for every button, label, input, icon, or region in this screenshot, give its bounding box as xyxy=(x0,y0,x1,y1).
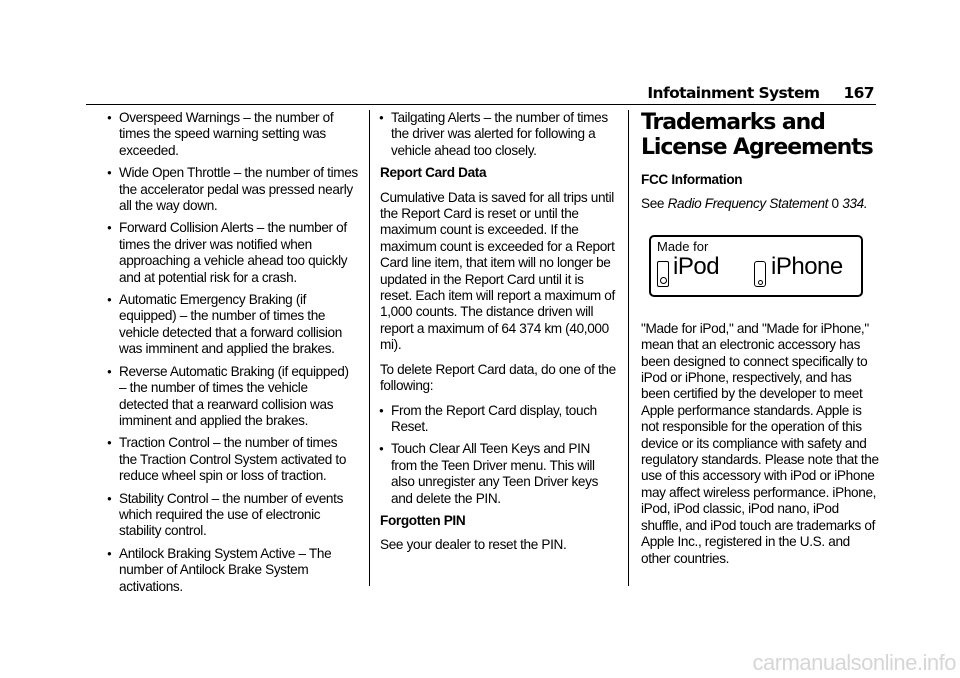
column-1 xyxy=(108,110,358,601)
watermark: carmanualsonline.info xyxy=(752,650,956,675)
column-divider xyxy=(628,110,629,586)
page-ref-arrow: 0 xyxy=(831,196,839,212)
see-label: See xyxy=(641,196,665,212)
forgotten-pin-heading: Forgotten PIN xyxy=(380,512,466,528)
page-number: 167 xyxy=(843,84,874,102)
list-item: ● Traction Control – the number of times the Traction Control System activated to reduce wheel spin or loss of traction. xyxy=(108,435,358,484)
tailgating-list xyxy=(380,110,616,159)
list-item: ● Reverse Automatic Braking (if equipped) – the number of times the vehicle detected that a rearward collision was imminent and applied the brakes. xyxy=(108,364,358,430)
list-item: ● Wide Open Throttle – the number of times the accelerator pedal was pressed nearly all the way down. xyxy=(108,165,358,214)
cross-reference-link[interactable]: Radio Frequency Statement xyxy=(667,196,829,212)
period: . xyxy=(863,196,868,212)
section-title: Infotainment System xyxy=(647,84,820,102)
data-items-list xyxy=(108,110,358,595)
trademark-paragraph: "Made for iPod," and "Made for iPhone," mean that an electronic accessory has been designed to connect specifically to iPod or iPhone, respectively, and has been certified by the developer to meet Apple performance standards. Apple is not responsible for the operation of this device or its compliance with safety and regulatory standards. Please note that the use of this accessory with iPod or iPhone may affect wireless performance. iPhone, iPod, iPod classic, iPod nano, iPod shuffle, and iPod touch are trademarks of Apple Inc., registered in the U.S. and other countries. xyxy=(641,320,879,566)
made-for-label: Made for xyxy=(657,238,709,254)
section-heading: Trademarks and License Agreements xyxy=(641,110,873,160)
column-2 xyxy=(380,110,616,562)
list-item: ● From the Report Card display, touch Reset. xyxy=(380,403,616,436)
made-for-ipod-iphone-logo xyxy=(649,235,863,297)
header-rule xyxy=(86,104,876,105)
ipod-icon xyxy=(657,261,669,287)
list-item: ● Forward Collision Alerts – the number of times the driver was notified when approaching a vehicle ahead too quickly and at potential risk for a crash. xyxy=(108,220,358,286)
iphone-icon xyxy=(754,261,766,287)
ipod-label: iPod xyxy=(673,252,720,280)
list-item: ● Automatic Emergency Braking (if equipped) – the number of times the vehicle detected that a forward collision was imminent and applied the brakes. xyxy=(108,292,358,358)
column-divider xyxy=(369,110,370,586)
fcc-reference xyxy=(641,196,881,212)
page-ref-number: 334 xyxy=(842,196,864,212)
list-item: ● Touch Clear All Teen Keys and PIN from the Teen Driver menu. This will also unregister any Teen Driver keys and delete the PIN. xyxy=(380,441,616,507)
list-item: ● Tailgating Alerts – the number of times the driver was alerted for following a vehicle ahead too closely. xyxy=(380,110,616,159)
report-card-heading: Report Card Data xyxy=(380,165,487,181)
report-card-paragraph: Cumulative Data is saved for all trips until the Report Card is reset or until the maximum count is exceeded. If the maximum count is exceeded for a Report Card line item, that item will no longer be updated in the Report Card until it is reset. Each item will report a maximum of 1,000 counts. The distance driven will report a maximum of 64 374 km (40,000 mi). xyxy=(380,189,615,353)
delete-steps-list xyxy=(380,403,616,507)
delete-instructions: To delete Report Card data, do one of the following: xyxy=(380,361,616,394)
list-item: ● Overspeed Warnings – the number of times the speed warning setting was exceeded. xyxy=(108,110,358,159)
list-item: ● Stability Control – the number of events which required the use of electronic stability control. xyxy=(108,491,358,540)
forgotten-pin-text: See your dealer to reset the PIN. xyxy=(380,537,567,553)
fcc-heading: FCC Information xyxy=(641,172,743,187)
column-3 xyxy=(641,110,881,575)
list-item: ● Antilock Braking System Active – The number of Antilock Brake System activations. xyxy=(108,546,358,595)
iphone-label: iPhone xyxy=(771,252,843,280)
page-header xyxy=(647,84,874,102)
